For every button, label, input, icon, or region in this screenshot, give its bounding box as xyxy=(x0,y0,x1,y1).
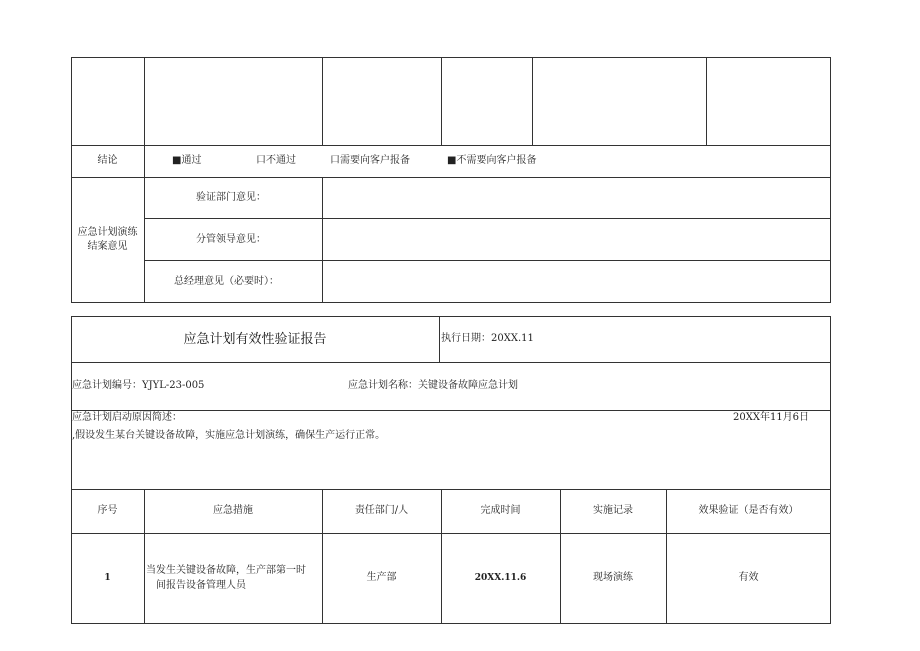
closing-label-line1: 应急计划演练 xyxy=(77,227,138,238)
col-divider xyxy=(439,316,440,362)
col-divider xyxy=(532,57,533,145)
col-header-result: 效果验证（是否有效） xyxy=(698,505,799,516)
option-no-report-customer[interactable]: ■不需要向客户报备 xyxy=(447,155,537,166)
row-divider xyxy=(71,145,831,146)
reason-date: 20XX年11月6日 xyxy=(733,412,810,423)
option-pass[interactable]: ■通过 xyxy=(172,155,202,166)
row-divider xyxy=(144,260,831,261)
row-divider xyxy=(71,410,831,411)
row-divider xyxy=(71,489,831,490)
reason-label: 应急计划启动原因简述： xyxy=(72,412,182,423)
plan-name: 应急计划名称：关键设备故障应急计划 xyxy=(348,380,518,391)
verify-dept-opinion-label: 验证部门意见： xyxy=(196,192,266,203)
row-time: 20XX.11.6 xyxy=(474,573,527,583)
option-report-customer[interactable]: 口需要向客户报备 xyxy=(330,155,410,166)
row-measure-line1: 当发生关键设备故障，生产部第一时 xyxy=(146,565,306,576)
exec-date: 执行日期：20XX.11 xyxy=(441,333,534,344)
option-fail[interactable]: 口不通过 xyxy=(256,155,296,166)
row-divider xyxy=(71,177,831,178)
row-measure-line2: 间报告设备管理人员 xyxy=(156,580,246,591)
row-no: 1 xyxy=(104,573,111,583)
reason-text: ,假设发生某台关键设备故障，实施应急计划演练，确保生产运行正常。 xyxy=(72,430,386,441)
row-divider xyxy=(71,533,831,534)
row-result: 有效 xyxy=(738,572,759,583)
plan-number: 应急计划编号：YJYL-23-005 xyxy=(72,380,205,391)
row-divider xyxy=(144,218,831,219)
leader-opinion-label: 分管领导意见： xyxy=(196,234,266,245)
col-header-time: 完成时间 xyxy=(480,505,521,516)
col-divider xyxy=(441,57,442,145)
col-header-record: 实施记录 xyxy=(593,505,633,516)
col-divider xyxy=(322,57,323,145)
row-record: 现场演练 xyxy=(593,572,633,583)
col-divider xyxy=(706,57,707,145)
col-divider xyxy=(144,57,145,145)
gm-opinion-label: 总经理意见（必要时）： xyxy=(174,276,279,287)
col-header-no: 序号 xyxy=(97,505,118,516)
col-divider xyxy=(322,177,323,303)
col-header-measure: 应急措施 xyxy=(213,505,253,516)
row-divider xyxy=(71,362,831,363)
conclusion-label: 结论 xyxy=(97,155,118,166)
conclusion-table xyxy=(71,57,831,303)
col-header-dept: 责任部门/人 xyxy=(354,505,409,516)
report-title: 应急计划有效性验证报告 xyxy=(183,332,327,347)
col-divider xyxy=(144,145,145,303)
row-dept: 生产部 xyxy=(366,572,397,583)
closing-label-line2: 结案意见 xyxy=(87,241,128,252)
